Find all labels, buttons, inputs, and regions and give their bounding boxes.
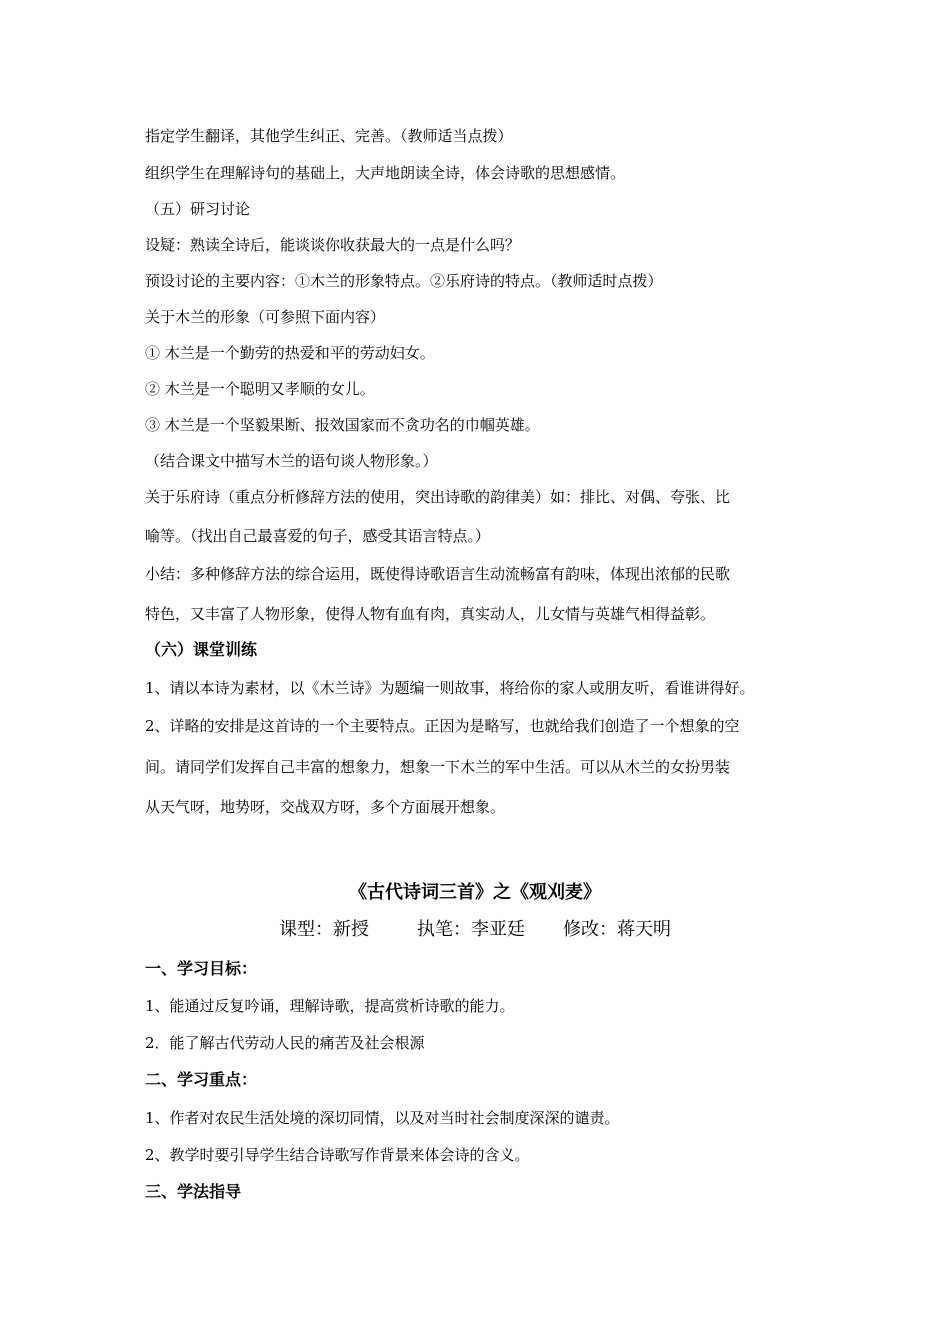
list-item: ② 木兰是一个聪明又孝顺的女儿。 — [145, 380, 375, 398]
paragraph-line: 喻等。（找出自己最喜爱的句子，感受其语言特点。） — [145, 527, 491, 545]
list-item: ① 木兰是一个勤劳的热爱和平的劳动妇女。 — [145, 344, 435, 362]
method-heading: 三、学法指导 — [145, 1182, 242, 1201]
reviser: 修改：蒋天明 — [563, 919, 671, 940]
list-item: 1、请以本诗为素材，以《木兰诗》为题编一则故事，将给你的家人或朋友听，看谁讲得好。 — [145, 679, 755, 697]
author: 执笔：李亚廷 — [417, 919, 525, 940]
paragraph-line: 关于乐府诗（重点分析修辞方法的使用，突出诗歌的韵律美）如：排比、对偶、夸张、比 — [145, 488, 731, 506]
paragraph-line: 设疑：熟读全诗后，能谈谈你收获最大的一点是什么吗？ — [145, 236, 521, 254]
list-item: 2．能了解古代劳动人民的痛苦及社会根源 — [145, 1034, 425, 1052]
paragraph-line: 间。请同学们发挥自己丰富的想象力，想象一下木兰的军中生活。可以从木兰的女扮男装 — [145, 758, 731, 776]
paragraph-line: 组织学生在理解诗句的基础上，大声地朗读全诗，体会诗歌的思想感情。 — [145, 164, 626, 182]
list-item: 1、作者对农民生活处境的深切同情，以及对当时社会制度深深的谴责。 — [145, 1109, 620, 1127]
list-item: 2、教学时要引导学生结合诗歌写作背景来体会诗的含义。 — [145, 1146, 530, 1164]
paragraph-line: （结合课文中描写木兰的语句谈人物形象。） — [145, 452, 438, 470]
list-item: ③ 木兰是一个坚毅果断、报效国家而不贪功名的巾帼英雄。 — [145, 416, 540, 434]
paragraph-line: 指定学生翻译，其他学生纠正、完善。（教师适当点拨） — [145, 127, 513, 145]
paragraph-line: 从天气呀，地势呀，交战双方呀，多个方面展开想象。 — [145, 798, 506, 816]
goals-heading: 一、学习目标： — [145, 959, 258, 978]
paragraph-line: 预设讨论的主要内容：①木兰的形象特点。②乐府诗的特点。（教师适时点拨） — [145, 272, 663, 290]
list-item: 2、详略的安排是这首诗的一个主要特点。正因为是略写，也就给我们创造了一个想象的空 — [145, 717, 740, 735]
key-points-heading: 二、学习重点： — [145, 1070, 258, 1089]
section-heading-5: （五）研习讨论 — [145, 200, 251, 218]
paragraph-line: 小结：多种修辞方法的综合运用，既使得诗歌语言生动流畅富有韵味，体现出浓郁的民歌 — [145, 565, 731, 583]
lesson-title: 《古代诗词三首》之《观刈麦》 — [349, 882, 601, 903]
paragraph-line: 特色，又丰富了人物形象，使得人物有血有肉，真实动人，儿女情与英雄气相得益彰。 — [145, 605, 716, 623]
course-type: 课型：新授 — [279, 919, 369, 940]
paragraph-line: 关于木兰的形象（可参照下面内容） — [145, 308, 386, 326]
lesson-meta — [145, 918, 805, 942]
list-item: 1、能通过反复吟诵，理解诗歌，提高赏析诗歌的能力。 — [145, 997, 515, 1015]
section-heading-6: （六）课堂训练 — [145, 640, 258, 659]
